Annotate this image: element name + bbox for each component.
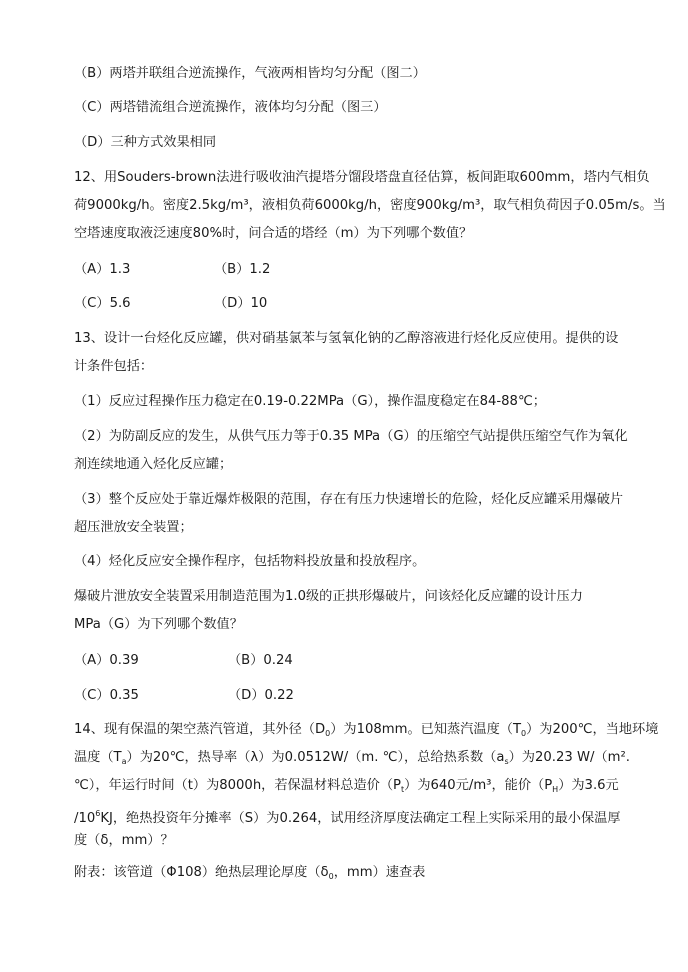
q14-line-2-text-c: ）为20.23 W/（m².: [508, 750, 630, 765]
q14-sub-ph: H: [552, 785, 559, 794]
q12-option-b: （B）1.2: [214, 262, 271, 277]
q14-line-4-text-a: /10: [74, 811, 96, 826]
q14-line-1-text-c: ）为200℃，当地环境: [526, 722, 659, 737]
q14-line-3-text-a: ℃），年运行时间（t）为8000h，若保温材料总造价（P: [74, 778, 402, 793]
q13-condition-4: （4）烃化反应安全操作程序，包括物料投放量和投放程序。: [74, 554, 426, 569]
q12-option-c: （C）5.6: [74, 296, 131, 311]
q14-line-2-text-b: ）为20℃，热导率（λ）为0.0512W/（m. ℃），总给热系数（a: [126, 750, 505, 765]
q14-line-1-text-b: ）为108mm。已知蒸汽温度（T: [330, 722, 522, 737]
q14-line-5: 度（δ，mm）？: [74, 833, 174, 848]
option-c-prev: （C）两塔错流组合逆流操作，液体均匀分配（图三）: [74, 100, 387, 115]
q12-line-3: 空塔速度取液泛速度80%时，问合适的塔经（m）为下列哪个数值？: [74, 226, 473, 241]
q14-line-3-text-b: ）为640元/m³，能价（P: [404, 778, 553, 793]
q14-sub-t0: 0: [521, 729, 527, 738]
q14-sub-d0: 0: [325, 729, 331, 738]
q13-question-1: 爆破片泄放安全装置采用制造范围为1.0级的正拱形爆破片，问该烃化反应罐的设计压力: [74, 589, 583, 604]
q13-condition-3a: （3）整个反应处于靠近爆炸极限的范围，存在有压力快速增长的危险，烃化反应罐采用爆破片: [74, 492, 624, 507]
q14-sup-6: 6: [95, 809, 101, 818]
q13-condition-2a: （2）为防副反应的发生，从供气压力等于0.35 MPa（G）的压缩空气站提供压缩空气作为氧化: [74, 429, 628, 444]
q13-line-2: 计条件包括：: [74, 359, 154, 374]
q14-sub-pt: t: [401, 785, 405, 794]
q13-condition-2b: 剂连续地通入烃化反应罐；: [74, 457, 233, 472]
q13-option-a: （A）0.39: [74, 653, 139, 668]
q14-sub-ta: a: [121, 757, 127, 766]
q14-line-4-text-b: KJ，绝热投资年分摊率（S）为0.264，试用经济厚度法确定工程上实际采用的最小保温厚: [100, 811, 621, 826]
q14-line-4: [74, 804, 621, 829]
q13-condition-1: （1）反应过程操作压力稳定在0.19-0.22MPa（G），操作温度稳定在84-88℃；: [74, 394, 546, 409]
q12-line-2: 荷9000kg/h。密度2.5kg/m³，液相负荷6000kg/h，密度900kg/m³，取气相负荷因子0.05m/s。当: [74, 198, 666, 213]
q14-table-caption-a: 附表：该管道（Φ108）绝热层理论厚度（δ: [74, 865, 329, 880]
q13-option-d: （D）0.22: [228, 688, 294, 703]
q14-line-1: [74, 720, 658, 744]
q14-table-caption: [74, 863, 425, 887]
q12-line-1: 12、用Souders-brown法进行吸收油汽提塔分馏段塔盘直径估算，板间距取600mm，塔内气相负: [74, 170, 650, 185]
q14-line-2-text-a: 温度（T: [74, 750, 122, 765]
q13-option-c: （C）0.35: [74, 688, 139, 703]
q14-line-3: [74, 776, 619, 800]
q13-question-2: MPa（G）为下列哪个数值？: [74, 617, 243, 632]
q14-line-1-text-a: 14、现有保温的架空蒸汽管道，其外径（D: [74, 722, 326, 737]
q13-line-1: 13、设计一台烃化反应罐，供对硝基氯苯与氢氧化钠的乙醇溶液进行烃化反应使用。提供的设: [74, 331, 619, 346]
q12-option-a: （A）1.3: [74, 262, 131, 277]
q14-line-2: [74, 748, 630, 772]
q14-table-caption-b: ，mm）速查表: [333, 865, 426, 880]
q13-option-b: （B）0.24: [228, 653, 293, 668]
option-b-prev: （B）两塔并联组合逆流操作，气液两相皆均匀分配（图二）: [74, 66, 426, 81]
q14-line-3-text-c: ）为3.6元: [558, 778, 619, 793]
q12-option-d: （D）10: [214, 296, 268, 311]
q13-condition-3b: 超压泄放安全装置；: [74, 520, 193, 535]
q14-sub-delta0: 0: [328, 872, 334, 881]
option-d-prev: （D）三种方式效果相同: [74, 135, 217, 150]
q14-sub-as: s: [504, 757, 509, 766]
